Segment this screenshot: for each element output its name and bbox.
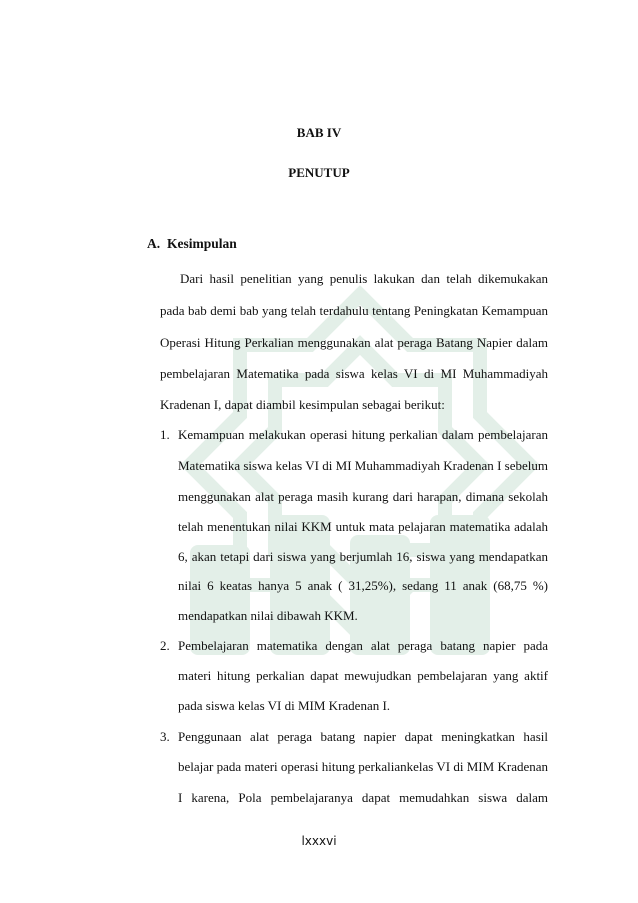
list-item-line: pada siswa kelas VI di MIM Kradenan I. bbox=[178, 698, 391, 713]
list-item-number: 2. bbox=[160, 638, 170, 653]
list-item-number: 3. bbox=[160, 729, 170, 744]
intro-line: Operasi Hitung Perkalian menggunakan alat peraga Batang Napier dalam bbox=[160, 335, 548, 350]
list-item-line: I karena, Pola pembelajaranya dapat memudahkan siswa dalam bbox=[178, 790, 548, 805]
list-item-line: menggunakan alat peraga masih kurang dari harapan, dimana sekolah bbox=[178, 489, 548, 504]
section-heading bbox=[147, 236, 237, 252]
section-title: Kesimpulan bbox=[167, 236, 237, 251]
intro-line: Dari hasil penelitian yang penulis lakukan dan telah dikemukakan bbox=[180, 271, 548, 286]
list-item-line: nilai 6 keatas hanya 5 anak ( 31,25%), sedang 11 anak (68,75 %) bbox=[178, 578, 548, 593]
list-item-line: belajar pada materi operasi hitung perkaliankelas VI di MIM Kradenan bbox=[178, 759, 548, 774]
list-item-line: mendapatkan nilai dibawah KKM. bbox=[178, 608, 358, 623]
chapter-subtitle: PENUTUP bbox=[288, 165, 350, 180]
list-item-line: 6, akan tetapi dari siswa yang berjumlah 16, siswa yang mendapatkan bbox=[178, 549, 548, 564]
list-item-line: Pembelajaran matematika dengan alat peraga batang napier pada bbox=[178, 638, 548, 653]
section-number: A. bbox=[147, 236, 161, 251]
page-number: lxxxvi bbox=[301, 834, 337, 848]
list-item-line: Penggunaan alat peraga batang napier dapat meningkatkan hasil bbox=[178, 729, 548, 744]
list-item-number: 1. bbox=[160, 427, 170, 442]
list-item-line: Matematika siswa kelas VI di MI Muhammadiyah Kradenan I sebelum bbox=[178, 458, 548, 473]
intro-line: pada bab demi bab yang telah terdahulu tentang Peningkatan Kemampuan bbox=[160, 303, 548, 318]
intro-line: pembelajaran Matematika pada siswa kelas VI di MI Muhammadiyah bbox=[160, 366, 548, 381]
list-item-line: telah menentukan nilai KKM untuk mata pelajaran matematika adalah bbox=[178, 519, 548, 534]
intro-line: Kradenan I, dapat diambil kesimpulan sebagai berikut: bbox=[160, 397, 445, 412]
list-item-line: materi hitung perkalian dapat mewujudkan pembelajaran yang aktif bbox=[178, 668, 548, 683]
chapter-title: BAB IV bbox=[296, 125, 342, 140]
list-item-line: Kemampuan melakukan operasi hitung perkalian dalam pembelajaran bbox=[178, 427, 548, 442]
